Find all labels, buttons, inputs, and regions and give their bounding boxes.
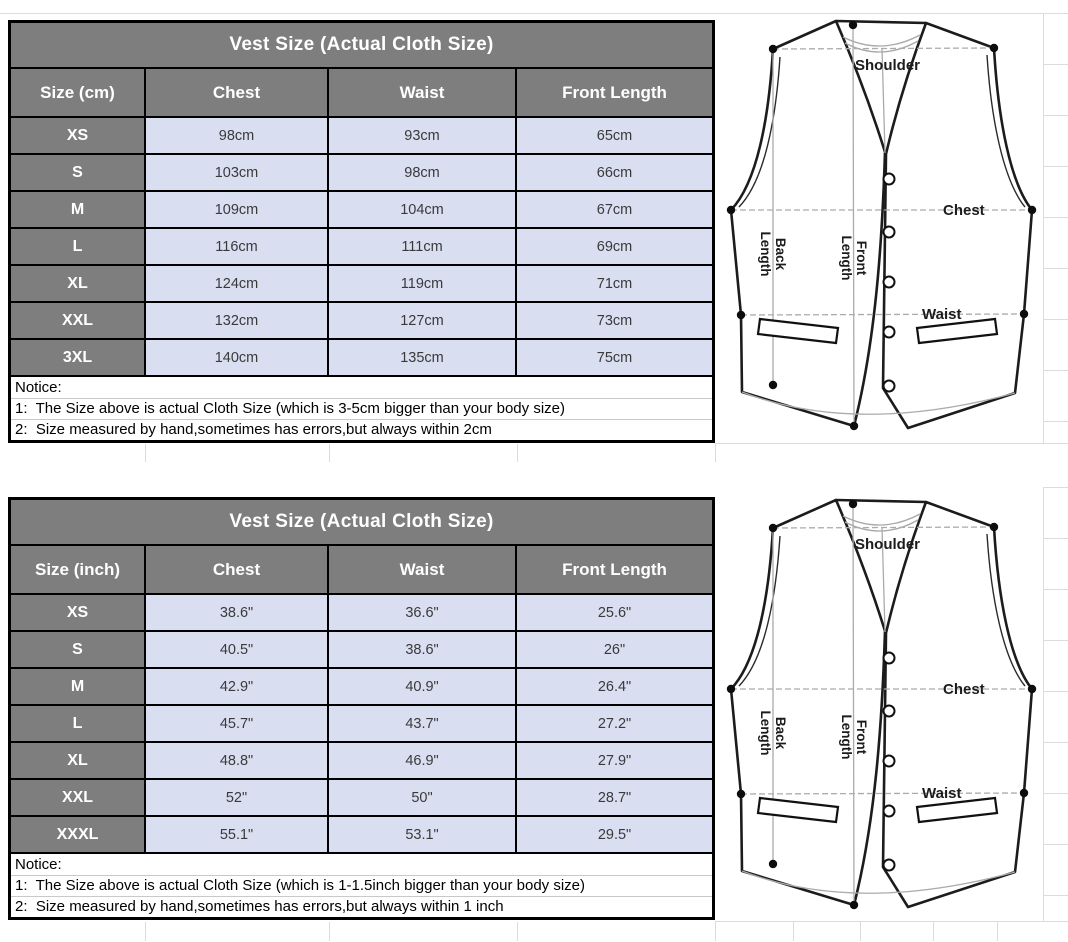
size-table-inch: [8, 497, 715, 920]
grid-line: [145, 444, 146, 462]
table-row-xs: [11, 595, 712, 632]
grid-line: [715, 444, 716, 462]
vest-right-panel: [883, 502, 1032, 907]
front-length-word: Front: [854, 240, 869, 276]
size-cell: XL: [11, 266, 146, 303]
button: [884, 756, 895, 767]
front-length-word: Front: [854, 719, 869, 755]
chest-cell: 140cm: [146, 340, 329, 377]
grid-line: [329, 922, 330, 941]
waist-cell: 50": [329, 780, 517, 817]
back-length-label: [758, 232, 788, 277]
notice-heading: Notice:: [15, 856, 62, 873]
waist-cell: 46.9": [329, 743, 517, 780]
table-row-3xl: [11, 340, 712, 377]
header-front-length: Front Length: [517, 546, 712, 595]
size-cell: 3XL: [11, 340, 146, 377]
table-title: Vest Size (Actual Cloth Size): [11, 23, 712, 69]
vest-measurement-diagram: [705, 8, 1040, 440]
waist-cell: 93cm: [329, 118, 517, 155]
chest-cell: 98cm: [146, 118, 329, 155]
chest-cell: 40.5": [146, 632, 329, 669]
waist-cell: 43.7": [329, 706, 517, 743]
size-cell: S: [11, 632, 146, 669]
grid-line: [1044, 487, 1068, 922]
table-row-s: [11, 155, 712, 192]
button: [884, 381, 895, 392]
table-row-xl: [11, 743, 712, 780]
header-front-length: Front Length: [517, 69, 712, 118]
waist-cell: 104cm: [329, 192, 517, 229]
grid-line: [715, 922, 716, 941]
front-length-word: Length: [839, 714, 854, 760]
size-cell: XL: [11, 743, 146, 780]
front-length-label: [839, 236, 869, 281]
button: [884, 227, 895, 238]
header-waist: Waist: [329, 546, 517, 595]
size-cell: XS: [11, 118, 146, 155]
table-row-xxl: [11, 780, 712, 817]
table-row-xxxl: [11, 817, 712, 854]
front-length-cell: 27.9": [517, 743, 712, 780]
back-length-word: Length: [758, 231, 773, 277]
waist-cell: 98cm: [329, 155, 517, 192]
button: [884, 706, 895, 717]
grid-line: [145, 922, 146, 941]
header-waist: Waist: [329, 69, 517, 118]
front-length-cell: 26.4": [517, 669, 712, 706]
front-length-cell: 73cm: [517, 303, 712, 340]
chest-cell: 109cm: [146, 192, 329, 229]
chest-cell: 45.7": [146, 706, 329, 743]
vest-measurement-diagram: [705, 487, 1040, 919]
shoulder-label: Shoulder: [855, 57, 921, 74]
chest-cell: 48.8": [146, 743, 329, 780]
grid-line: [997, 922, 998, 941]
table-row-xl: [11, 266, 712, 303]
grid-line: [517, 922, 518, 941]
size-cell: XS: [11, 595, 146, 632]
grid-line: [933, 922, 934, 941]
front-length-cell: 71cm: [517, 266, 712, 303]
waist-label: Waist: [922, 785, 962, 802]
front-length-cell: 66cm: [517, 155, 712, 192]
waist-cell: 135cm: [329, 340, 517, 377]
waist-cell: 127cm: [329, 303, 517, 340]
button: [884, 653, 895, 664]
back-length-label: [758, 711, 788, 756]
table-row-l: [11, 229, 712, 266]
button: [884, 806, 895, 817]
header-size: Size (cm): [11, 69, 146, 118]
size-cell: XXL: [11, 303, 146, 340]
chest-cell: 38.6": [146, 595, 329, 632]
collar-arc: [843, 514, 920, 525]
size-cell: L: [11, 706, 146, 743]
button: [884, 174, 895, 185]
size-cell: M: [11, 669, 146, 706]
waist-cell: 36.6": [329, 595, 517, 632]
front-length-cell: 26": [517, 632, 712, 669]
button: [884, 860, 895, 871]
table-row-l: [11, 706, 712, 743]
front-length-cell: 28.7": [517, 780, 712, 817]
notice-section: [11, 377, 712, 440]
grid-line: [517, 444, 518, 462]
chest-cell: 55.1": [146, 817, 329, 854]
front-length-cell: 69cm: [517, 229, 712, 266]
back-length-word: Back: [773, 716, 788, 750]
waist-cell: 111cm: [329, 229, 517, 266]
table-row-xxl: [11, 303, 712, 340]
size-cell: XXL: [11, 780, 146, 817]
button: [884, 277, 895, 288]
header-chest: Chest: [146, 546, 329, 595]
button: [884, 327, 895, 338]
waist-label: Waist: [922, 306, 962, 323]
front-length-cell: 67cm: [517, 192, 712, 229]
notice-line-1: 1: The Size above is actual Cloth Size (which is 3-5cm bigger than your body size): [11, 398, 712, 419]
notice-heading: Notice:: [15, 379, 62, 396]
shoulder-label: Shoulder: [855, 536, 921, 553]
front-length-cell: 25.6": [517, 595, 712, 632]
chest-cell: 132cm: [146, 303, 329, 340]
back-length-word: Back: [773, 237, 788, 271]
header-row: [11, 69, 712, 118]
header-size: Size (inch): [11, 546, 146, 595]
front-length-cell: 65cm: [517, 118, 712, 155]
front-length-cell: 75cm: [517, 340, 712, 377]
notice-line-1: 1: The Size above is actual Cloth Size (which is 1-1.5inch bigger than your body size): [11, 875, 712, 896]
chest-cell: 116cm: [146, 229, 329, 266]
grid-line: [860, 922, 861, 941]
front-length-label: [839, 715, 869, 760]
front-length-cell: 29.5": [517, 817, 712, 854]
front-length-word: Length: [839, 235, 854, 281]
chest-label: Chest: [943, 681, 985, 698]
header-chest: Chest: [146, 69, 329, 118]
size-table-cm: [8, 20, 715, 443]
table-row-m: [11, 669, 712, 706]
collar-arc: [843, 35, 920, 46]
vest-left-panel: [731, 21, 885, 426]
chest-cell: 52": [146, 780, 329, 817]
size-cell: XXXL: [11, 817, 146, 854]
grid-line: [715, 443, 1068, 444]
grid-line: [1044, 13, 1068, 444]
grid-line: [329, 444, 330, 462]
table-title: Vest Size (Actual Cloth Size): [11, 500, 712, 546]
chest-cell: 103cm: [146, 155, 329, 192]
chest-cell: 42.9": [146, 669, 329, 706]
waist-cell: 53.1": [329, 817, 517, 854]
notice-section: [11, 854, 712, 917]
header-row: [11, 546, 712, 595]
waist-cell: 40.9": [329, 669, 517, 706]
vest-right-panel: [883, 23, 1032, 428]
table-row-m: [11, 192, 712, 229]
size-cell: M: [11, 192, 146, 229]
size-cell: L: [11, 229, 146, 266]
waist-cell: 38.6": [329, 632, 517, 669]
front-length-cell: 27.2": [517, 706, 712, 743]
grid-line: [793, 922, 794, 941]
chest-label: Chest: [943, 202, 985, 219]
table-row-xs: [11, 118, 712, 155]
back-length-word: Length: [758, 710, 773, 756]
chest-cell: 124cm: [146, 266, 329, 303]
notice-line-2: 2: Size measured by hand,sometimes has errors,but always within 2cm: [11, 419, 712, 440]
vest-left-panel: [731, 500, 885, 905]
size-cell: S: [11, 155, 146, 192]
grid-line: [715, 921, 1068, 922]
table-row-s: [11, 632, 712, 669]
waist-cell: 119cm: [329, 266, 517, 303]
notice-line-2: 2: Size measured by hand,sometimes has errors,but always within 1 inch: [11, 896, 712, 917]
